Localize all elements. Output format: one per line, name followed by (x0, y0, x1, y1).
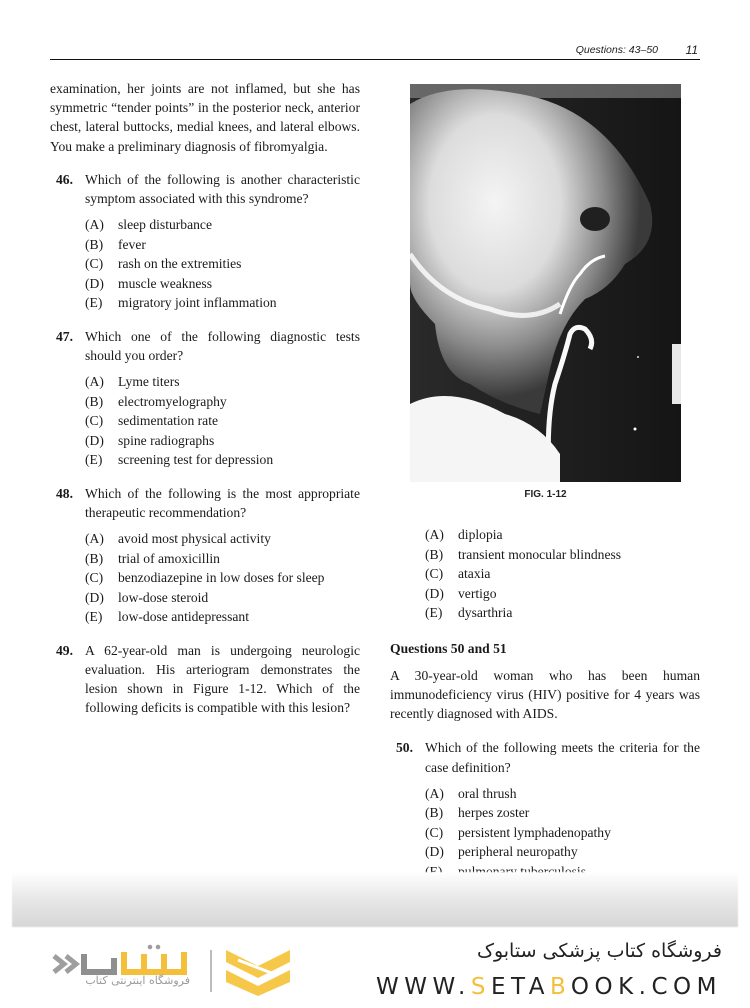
option-text: migratory joint inflammation (118, 295, 277, 311)
option-e (85, 293, 360, 313)
option-c (85, 411, 360, 431)
url-part: OOK.COM (570, 974, 722, 1000)
option-c (85, 568, 360, 588)
option-letter: (B) (425, 805, 444, 821)
option-letter: (C) (85, 256, 104, 272)
question-number: 46. (56, 171, 73, 187)
option-b (425, 545, 700, 565)
option-letter: (C) (425, 824, 444, 840)
logo-subtitle: فروشگاه اینترنتی کتاب (85, 974, 190, 987)
url-part: ETA (490, 974, 551, 1000)
option-a (85, 215, 360, 235)
question-number: 49. (56, 642, 73, 658)
option-letter: (A) (85, 374, 104, 390)
question-50 (390, 738, 700, 881)
option-text: sleep disturbance (118, 217, 212, 233)
option-letter: (B) (85, 393, 104, 409)
option-a (425, 525, 700, 545)
option-text: muscle weakness (118, 275, 212, 291)
option-e (425, 603, 700, 623)
option-c (425, 823, 700, 843)
question-number: 50. (396, 740, 413, 756)
figure-caption: FIG. 1-12 (524, 489, 567, 500)
question-number: 47. (56, 328, 73, 344)
option-letter: (D) (85, 589, 104, 605)
question-stem: Which of the following is the most appropriate therapeutic recommendation? (85, 485, 360, 520)
option-a (85, 372, 360, 392)
question-46 (50, 170, 360, 313)
logo-divider (210, 950, 212, 992)
option-text: transient monocular blindness (458, 546, 622, 562)
option-text: low-dose antidepressant (118, 609, 249, 625)
option-text: sedimentation rate (118, 413, 219, 429)
url-highlight: S (470, 974, 491, 1000)
question-49-options (390, 525, 700, 623)
option-letter: (D) (85, 275, 104, 291)
watermark-footer (0, 930, 750, 1008)
option-text: benzodiazepine in low doses for sleep (118, 570, 325, 586)
option-text: peripheral neuropathy (458, 844, 578, 860)
setabook-chevron-icon (218, 946, 298, 996)
answer-options (50, 529, 360, 627)
option-b (85, 392, 360, 412)
option-text: dysarthria (458, 605, 513, 620)
page-number: 11 (685, 43, 698, 57)
option-letter: (B) (425, 546, 444, 562)
option-text: diplopia (458, 527, 503, 542)
figure-arteriogram (410, 84, 681, 482)
url-highlight: B (550, 974, 571, 1000)
option-text: low-dose steroid (118, 589, 209, 605)
option-e (85, 450, 360, 470)
question-stem: Which of the following meets the criteria for the case definition? (425, 740, 700, 775)
option-e (85, 607, 360, 627)
running-title: Questions: 43–50 (575, 44, 658, 56)
running-header (50, 44, 700, 60)
right-column (390, 525, 700, 881)
option-b (85, 549, 360, 569)
option-c (425, 564, 700, 584)
option-text: trial of amoxicillin (118, 550, 220, 566)
option-a (85, 529, 360, 549)
question-49 (50, 641, 360, 718)
question-stem: A 62-year-old man is undergoing neurologic evaluation. His arteriogram demonstrates the lesion shown in Figure 1-12. Which of the following deficits is compatible with this lesion? (85, 642, 360, 716)
option-letter: (C) (425, 566, 444, 581)
option-letter: (D) (425, 585, 444, 601)
option-text: spine radiographs (118, 432, 215, 448)
question-stem: Which one of the following diagnostic tests should you order? (85, 328, 360, 363)
store-name: فروشگاه کتاب پزشکی ستابوک (476, 940, 722, 962)
question-stem: Which of the following is another characteristic symptom associated with this syndrome? (85, 171, 360, 207)
option-d (85, 588, 360, 608)
option-text: herpes zoster (458, 805, 530, 821)
section-heading: Questions 50 and 51 (390, 640, 507, 656)
skull-xray-image (410, 84, 681, 482)
option-letter: (E) (85, 452, 103, 468)
store-url[interactable] (376, 974, 722, 1000)
option-text: persistent lymphadenopathy (458, 824, 611, 840)
case-paragraph: A 30-year-old woman who has been human immunodeficiency virus (HIV) positive for 4 years was recently diagnosed with AIDS. (390, 667, 700, 722)
option-letter: (A) (425, 527, 444, 542)
option-letter: (E) (425, 605, 443, 620)
option-b (85, 235, 360, 255)
option-letter: (B) (85, 236, 104, 252)
option-letter: (B) (85, 550, 104, 566)
option-text: rash on the extremities (118, 256, 242, 272)
option-text: ataxia (458, 566, 491, 581)
url-part: WWW. (375, 974, 471, 1000)
option-a (425, 784, 700, 804)
option-text: avoid most physical activity (118, 531, 271, 547)
option-text: fever (118, 236, 146, 252)
option-text: oral thrush (458, 785, 517, 801)
option-text: vertigo (458, 585, 497, 601)
answer-options (50, 372, 360, 470)
option-text: screening test for depression (118, 452, 274, 468)
question-number: 48. (56, 485, 73, 501)
option-letter: (C) (85, 570, 104, 586)
option-b (425, 803, 700, 823)
question-48 (50, 484, 360, 627)
option-letter: (E) (85, 609, 103, 625)
answer-options (390, 784, 700, 882)
option-letter: (A) (425, 785, 444, 801)
option-d (425, 842, 700, 862)
option-letter: (C) (85, 413, 104, 429)
answer-options (50, 215, 360, 313)
question-47 (50, 327, 360, 470)
setabook-wordmark-logo (50, 944, 200, 1000)
option-text: Lyme titers (118, 374, 180, 390)
case-section (390, 639, 700, 724)
option-c (85, 254, 360, 274)
option-letter: (D) (85, 432, 104, 448)
option-letter: (A) (85, 217, 104, 233)
option-letter: (D) (425, 844, 444, 860)
option-letter: (E) (85, 295, 103, 311)
left-column (50, 79, 360, 717)
option-d (425, 584, 700, 604)
option-d (85, 274, 360, 294)
intro-paragraph: examination, her joints are not inflamed, but she has symmetric “tender points” in the posterior neck, anterior chest, lateral buttocks, medial knees, and lateral elbows. You make a preliminary diagnosis of fibromyalgia. (50, 81, 360, 154)
page-bottom-shadow (12, 872, 738, 927)
option-d (85, 431, 360, 451)
option-text: electromyelography (118, 393, 227, 409)
option-letter: (A) (85, 531, 104, 547)
